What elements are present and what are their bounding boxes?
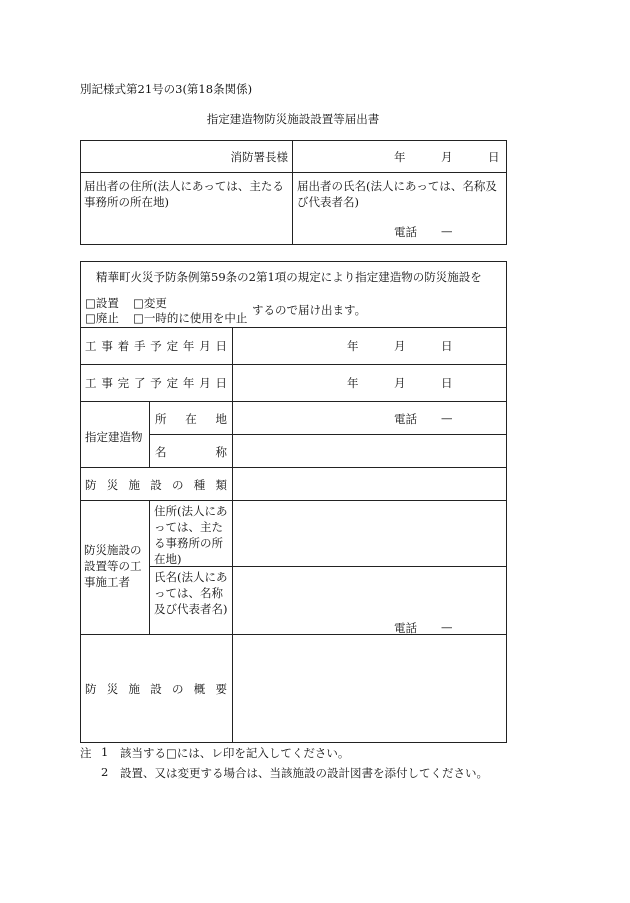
label-char: 名 [155, 445, 167, 459]
label-char: 日 [215, 339, 227, 353]
date-year: 年 [394, 150, 406, 164]
divider [80, 500, 507, 501]
applicant-name-label: 届出者の氏名(法人にあっては、名称及び代表者名) [297, 179, 497, 209]
building-label: 指定建造物 [85, 430, 143, 444]
label-char: 手 [133, 339, 146, 353]
contractor-name-label: 氏名(法人にあっては、名称及び代表者名) [154, 570, 228, 616]
label-char: 予 [150, 339, 162, 353]
label-char: 概 [193, 682, 206, 696]
start-date-label [85, 338, 227, 354]
label-char: 月 [199, 339, 211, 353]
building-phone-separator: — [441, 411, 453, 425]
date-month: 月 [441, 150, 453, 164]
option-change[interactable]: □変更 [133, 296, 167, 310]
building-phone-label: 電話 [394, 412, 417, 426]
label-char: 施 [128, 682, 140, 696]
complete-date-label [85, 375, 227, 391]
contractor-phone-label: 電話 [394, 621, 417, 635]
label-char: 所 [155, 412, 167, 426]
divider [80, 327, 507, 328]
divider [149, 401, 150, 467]
notice-text: 精華町火災予防条例第59条の2第1項の規定により指定建造物の防災施設を [96, 270, 482, 284]
start-year: 年 [347, 339, 359, 353]
label-char: 防 [85, 478, 97, 492]
note-1-number: 1 [101, 745, 109, 759]
label-char: 種 [193, 478, 206, 492]
complete-year: 年 [347, 376, 359, 390]
label-char: 完 [117, 376, 130, 390]
applicant-address-label: 届出者の住所(法人にあっては、主たる事務所の所在地) [84, 179, 284, 209]
option-suspend[interactable]: □一時的に使用を中止 [133, 311, 248, 325]
label-char: 類 [215, 478, 227, 492]
label-char: 工 [85, 376, 97, 390]
notes-prefix: 注 [80, 746, 92, 760]
start-month: 月 [394, 339, 406, 353]
summary-label [85, 681, 227, 697]
divider [80, 364, 507, 365]
label-char: 防 [85, 682, 97, 696]
label-char: 設 [150, 478, 162, 492]
facility-type-label [85, 477, 227, 493]
label-char: 災 [106, 682, 119, 696]
divider [149, 500, 150, 634]
label-char: 設 [150, 682, 162, 696]
name-label [155, 444, 227, 460]
location-label [155, 411, 227, 427]
label-char: 定 [166, 376, 179, 390]
divider [232, 327, 233, 743]
date-day: 日 [488, 150, 500, 164]
contractor-label: 防災施設の設置等の工事施工者 [84, 543, 142, 589]
form-number: 別記様式第21号の3(第18条関係) [80, 82, 253, 96]
phone-label: 電話 [394, 225, 417, 239]
label-char: 年 [182, 339, 195, 353]
label-char: 災 [106, 478, 119, 492]
label-char: 日 [215, 376, 227, 390]
label-char: 称 [215, 445, 227, 459]
divider [149, 434, 507, 435]
label-char: の [172, 478, 184, 492]
divider [80, 172, 507, 173]
main-table [80, 261, 507, 743]
label-char: 工 [85, 339, 97, 353]
label-char: 要 [215, 682, 227, 696]
label-char: 着 [117, 339, 130, 353]
label-char: 年 [182, 376, 195, 390]
label-char: 了 [133, 376, 146, 390]
note-2: 設置、又は変更する場合は、当該施設の設計図書を添付してください。 [120, 766, 488, 780]
contractor-phone-separator: — [441, 620, 453, 634]
addressee: 消防署長様 [230, 150, 288, 164]
label-char: 地 [215, 412, 227, 426]
label-char: 月 [199, 376, 211, 390]
label-char: 予 [150, 376, 162, 390]
notice-suffix: するので届け出ます。 [252, 303, 367, 317]
note-2-number: 2 [101, 765, 109, 779]
label-char: 在 [185, 412, 197, 426]
option-install[interactable]: □設置 [85, 296, 119, 310]
complete-day: 日 [441, 376, 453, 390]
option-abolish[interactable]: □廃止 [85, 311, 119, 325]
divider [80, 634, 507, 635]
form-title: 指定建造物防災施設設置等届出書 [206, 112, 380, 126]
label-char: 施 [128, 478, 140, 492]
contractor-address-label: 住所(法人にあっては、主たる事務所の所在地) [154, 504, 228, 566]
divider [80, 467, 507, 468]
divider [292, 140, 293, 245]
label-char: 定 [166, 339, 179, 353]
label-char: の [172, 682, 184, 696]
label-char: 事 [101, 376, 113, 390]
divider [80, 401, 507, 402]
phone-separator: — [441, 224, 453, 238]
complete-month: 月 [394, 376, 406, 390]
label-char: 事 [101, 339, 113, 353]
start-day: 日 [441, 339, 453, 353]
note-1: 該当する□には、レ印を記入してください。 [120, 746, 350, 760]
